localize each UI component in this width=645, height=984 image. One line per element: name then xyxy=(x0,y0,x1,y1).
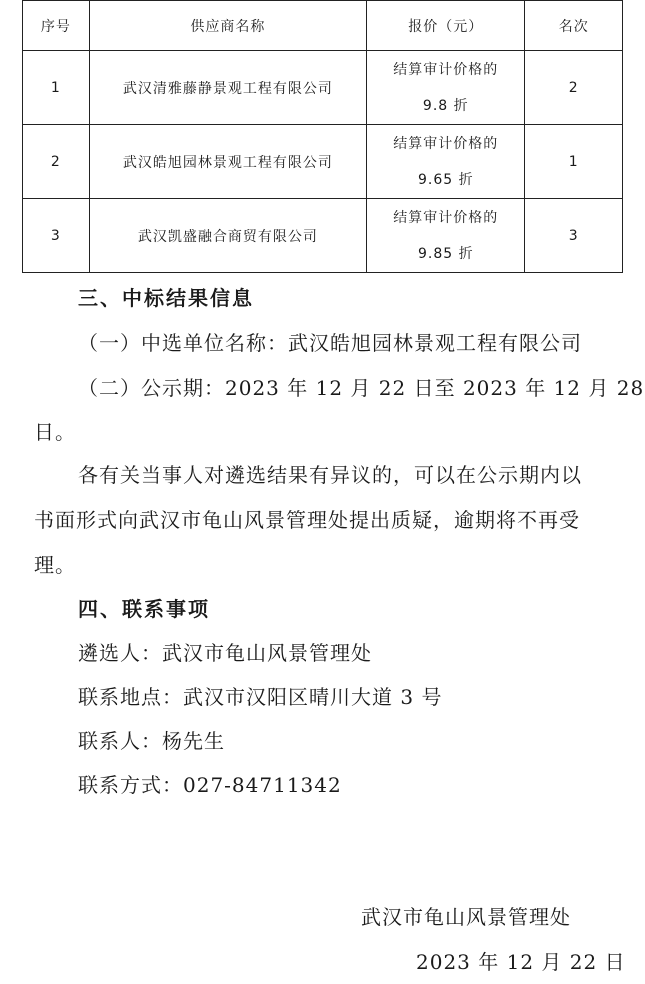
table-row xyxy=(23,199,623,273)
cell-no: 2 xyxy=(23,125,90,199)
header-rank: 名次 xyxy=(525,1,623,51)
header-supplier: 供应商名称 xyxy=(89,1,366,51)
contact-person-line: 联系人：杨先生 xyxy=(78,729,225,753)
table-row xyxy=(23,51,623,125)
cell-no: 3 xyxy=(23,199,90,273)
price-line-1: 结算审计价格的 xyxy=(393,61,499,78)
price-line-2: 9.65 折 xyxy=(417,171,474,188)
cell-no: 1 xyxy=(23,51,90,125)
footer-org: 武汉市龟山风景管理处 xyxy=(361,905,571,929)
price-line-2: 9.8 折 xyxy=(422,97,469,114)
objection-line1: 各有关当事人对遴选结果有异议的，可以在公示期内以 xyxy=(78,463,582,487)
section4-heading: 四、联系事项 xyxy=(78,597,210,621)
price-line-1: 结算审计价格的 xyxy=(393,209,499,226)
contact-method-line: 联系方式：027-84711342 xyxy=(78,773,342,797)
cell-supplier: 武汉皓旭园林景观工程有限公司 xyxy=(89,125,366,199)
address-line: 联系地点：武汉市汉阳区晴川大道 3 号 xyxy=(78,685,443,709)
objection-line2: 书面形式向武汉市龟山风景管理处提出质疑，逾期将不再受 xyxy=(34,508,580,532)
selector-line: 遴选人：武汉市龟山风景管理处 xyxy=(78,641,372,665)
cell-supplier: 武汉凯盛融合商贸有限公司 xyxy=(89,199,366,273)
cell-price xyxy=(367,51,525,125)
winner-line: （一）中选单位名称：武汉皓旭园林景观工程有限公司 xyxy=(78,331,582,355)
cell-supplier: 武汉清雅藤静景观工程有限公司 xyxy=(89,51,366,125)
cell-price xyxy=(367,199,525,273)
cell-rank: 2 xyxy=(525,51,623,125)
publicity-period-line1: （二）公示期：2023 年 12 月 22 日至 2023 年 12 月 28 xyxy=(78,376,645,400)
footer-date: 2023 年 12 月 22 日 xyxy=(416,950,626,974)
price-line-2: 9.85 折 xyxy=(417,245,474,262)
header-price: 报价（元） xyxy=(367,1,525,51)
table-header-row xyxy=(23,1,623,51)
bid-table xyxy=(22,0,623,273)
cell-rank: 3 xyxy=(525,199,623,273)
objection-line3: 理。 xyxy=(34,553,76,577)
section3-heading: 三、中标结果信息 xyxy=(78,286,254,310)
publicity-period-line2: 日。 xyxy=(34,420,76,444)
cell-price xyxy=(367,125,525,199)
price-line-1: 结算审计价格的 xyxy=(393,135,499,152)
header-no: 序号 xyxy=(23,1,90,51)
cell-rank: 1 xyxy=(525,125,623,199)
table-row xyxy=(23,125,623,199)
